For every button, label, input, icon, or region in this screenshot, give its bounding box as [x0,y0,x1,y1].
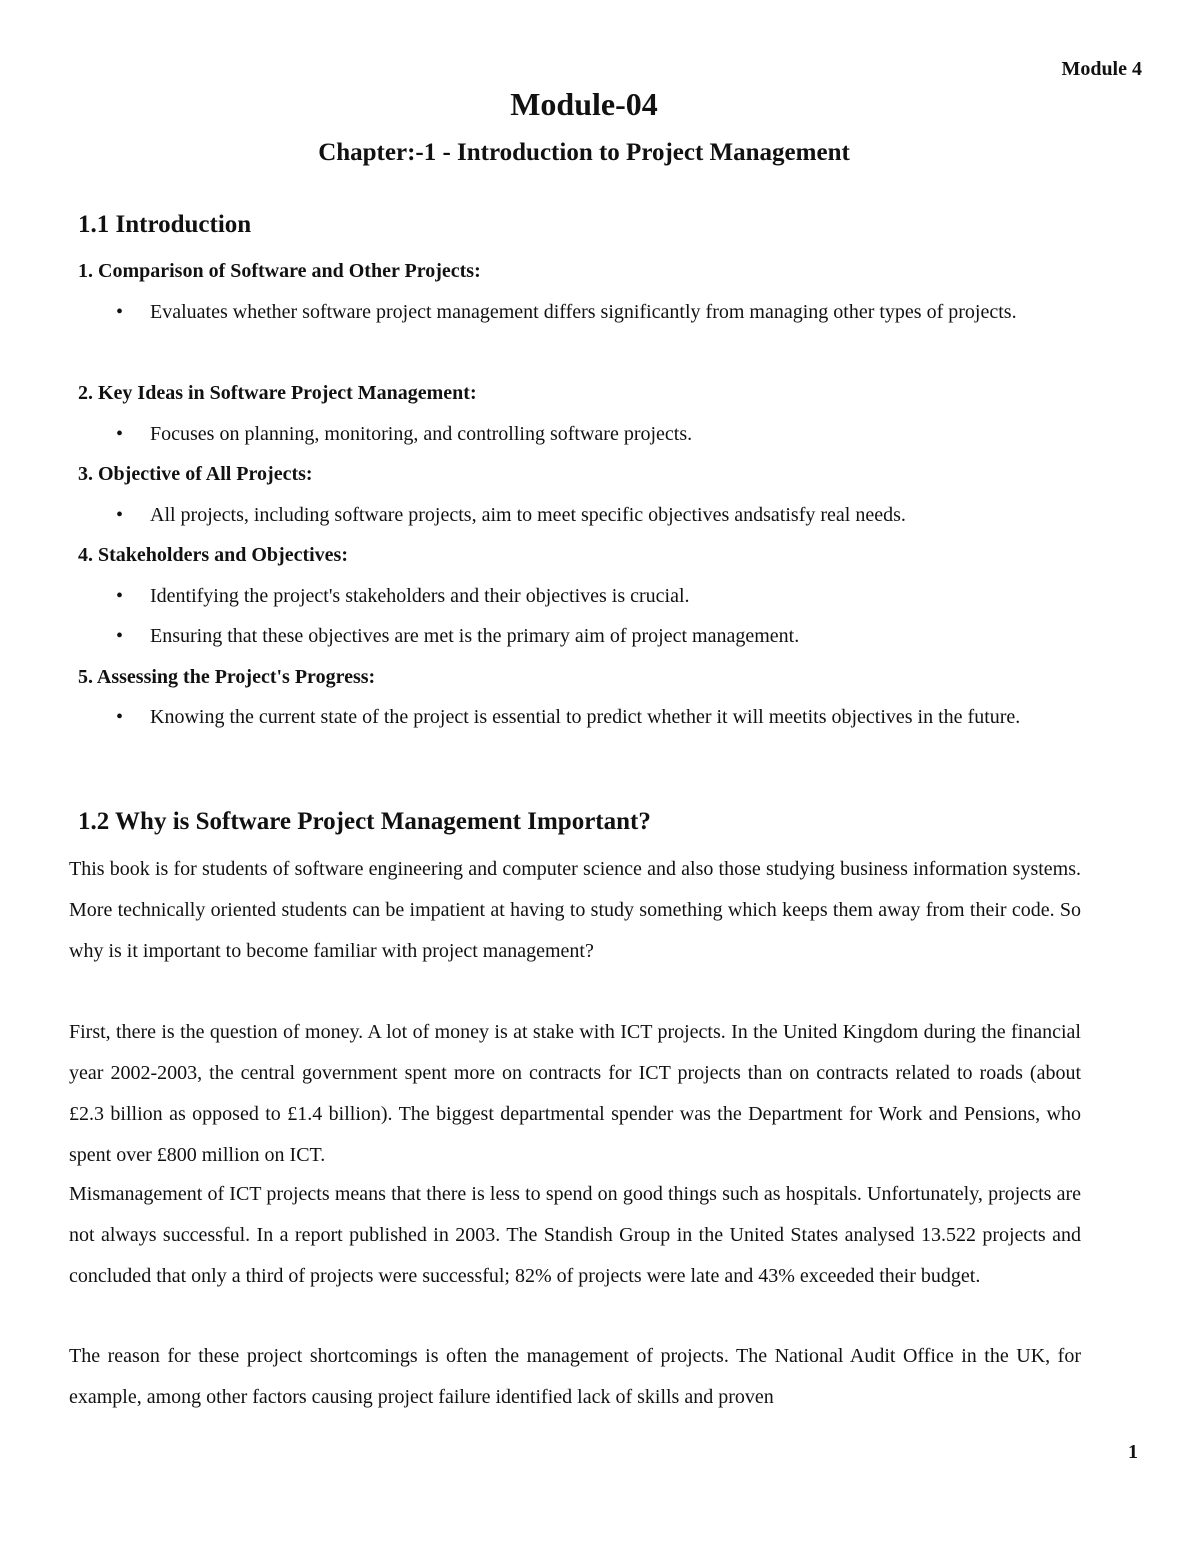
body-paragraph: This book is for students of software engineering and computer science and also those studying business information systems. More technically oriented students can be impatient at having to study something which keeps them away from their code. So why is it important to become familiar with project management? [69,858,1081,962]
bullet-glyph: • [116,423,124,445]
item-heading-4: 4. Stakeholders and Objectives: [78,544,348,566]
bullet-glyph: • [116,625,124,647]
item-heading-5: 5. Assessing the Project's Progress: [78,666,376,688]
document-title: Module-04 [510,86,658,122]
running-header: Module 4 [1061,58,1142,80]
bullet-text: Focuses on planning, monitoring, and controlling software projects. [150,423,693,445]
bullet-item [116,576,1116,617]
bullet-glyph: • [116,585,124,607]
item-heading-1: 1. Comparison of Software and Other Projects: [78,260,481,282]
section-heading-introduction: 1.1 Introduction [78,211,252,238]
bullet-text: Knowing the current state of the project is essential to predict whether it will meetits objectives in the future. [150,706,1021,728]
bullet-item [116,495,1116,536]
bullet-item [116,292,1116,333]
bullet-text: All projects, including software projects, aim to meet specific objectives andsatisfy real needs. [150,504,906,526]
bullet-text: Evaluates whether software project management differs significantly from managing other types of projects. [150,301,1017,323]
bullet-glyph: • [116,504,124,526]
bullet-glyph: • [116,301,124,323]
page-number: 1 [1128,1441,1138,1463]
body-paragraph: Mismanagement of ICT projects means that there is less to spend on good things such as hospitals. Unfortunately, projects are not always successful. In a report published in 2003. The Standish Group in the United States analysed 13.522 projects and concluded that only a third of projects were successful; 82% of projects were late and 43% exceeded their budget. [69,1183,1081,1287]
bullet-text: Ensuring that these objectives are met is the primary aim of project management. [150,625,800,647]
chapter-title: Chapter:-1 - Introduction to Project Management [318,139,850,166]
body-paragraph: The reason for these project shortcomings is often the management of projects. The National Audit Office in the UK, for example, among other factors causing project failure identified lack of skills and proven [69,1345,1081,1408]
bullet-item [116,414,1116,455]
bullet-item [116,616,1116,657]
item-heading-2: 2. Key Ideas in Software Project Management: [78,382,477,404]
bullet-text: Identifying the project's stakeholders and their objectives is crucial. [150,585,690,607]
bullet-item [116,697,1116,738]
section-heading-importance: 1.2 Why is Software Project Management Important? [78,808,651,835]
body-paragraph: First, there is the question of money. A lot of money is at stake with ICT projects. In the United Kingdom during the financial year 2002-2003, the central government spent more on contracts for ICT projects than on contracts related to roads (about £2.3 billion as opposed to £1.4 billion). The biggest departmental spender was the Department for Work and Pensions, who spent over £800 million on ICT. [69,1021,1081,1166]
item-heading-3: 3. Objective of All Projects: [78,463,313,485]
bullet-glyph: • [116,706,124,728]
